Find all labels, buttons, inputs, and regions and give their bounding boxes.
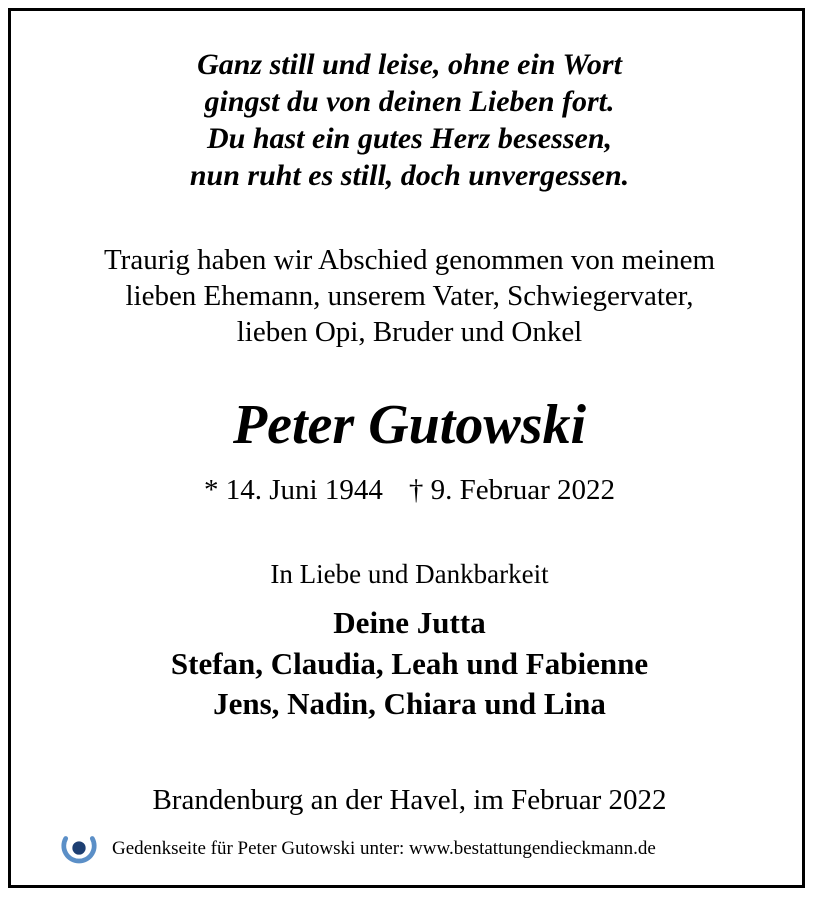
- intro-line-3: lieben Opi, Bruder und Onkel: [236, 316, 583, 348]
- bestatter-logo-icon: [60, 829, 98, 867]
- poem-line-1: Ganz still und leise, ohne ein Wort: [197, 48, 622, 81]
- poem-line-3: Du hast ein gutes Herz besessen,: [206, 122, 613, 155]
- birth-date: * 14. Juni 1944: [203, 474, 383, 506]
- mourner-line-3: Jens, Nadin, Chiara und Lina: [213, 686, 606, 721]
- poem-line-4: nun ruht es still, doch unvergessen.: [189, 159, 630, 192]
- deceased-name: Peter Gutowski: [232, 394, 587, 456]
- life-dates: [0, 476, 819, 505]
- place-date: Brandenburg an der Havel, im Februar 2022: [152, 784, 667, 816]
- mourners-intro: In Liebe und Dankbarkeit: [270, 559, 549, 589]
- death-date: † 9. Februar 2022: [408, 474, 616, 506]
- mourner-line-2: Stefan, Claudia, Leah und Fabienne: [170, 646, 649, 681]
- intro-line-1: Traurig haben wir Abschied genommen von meinem: [103, 244, 716, 276]
- mourner-line-1: Deine Jutta: [333, 605, 486, 640]
- intro-line-2: lieben Ehemann, unserem Vater, Schwiegervater,: [125, 280, 694, 312]
- memorial-page-footer: [60, 828, 656, 868]
- poem-line-2: gingst du von deinen Lieben fort.: [204, 85, 615, 118]
- memorial-page-text[interactable]: Gedenkseite für Peter Gutowski unter: www.bestattungendieckmann.de: [112, 837, 656, 859]
